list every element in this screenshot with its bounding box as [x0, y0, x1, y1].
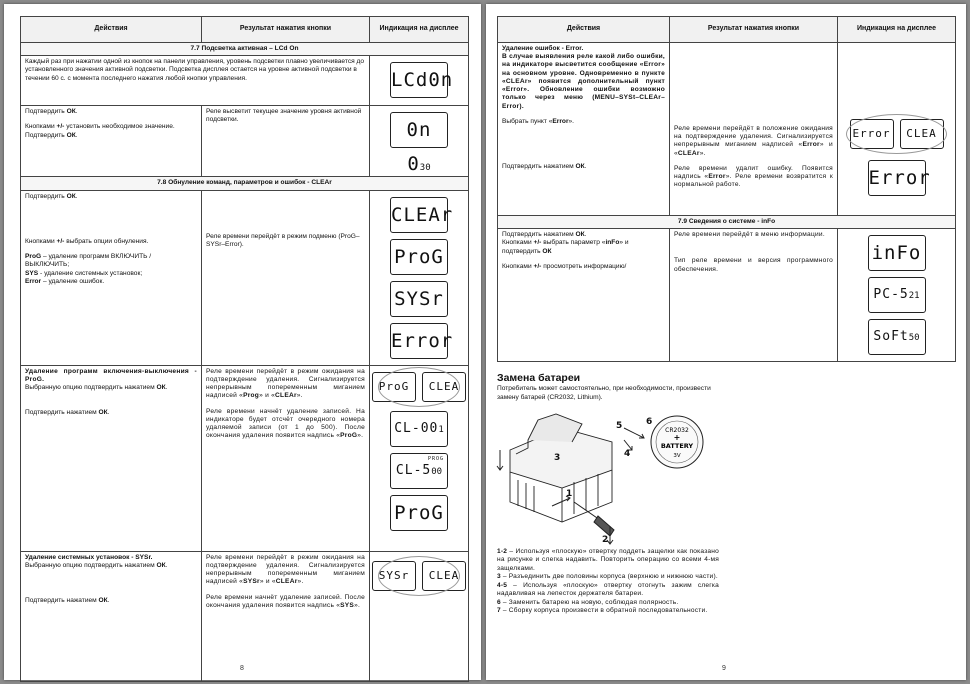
blinking-pair: [840, 119, 953, 149]
table-row: [21, 551, 469, 681]
display-cell: [838, 229, 956, 362]
lcd-display: inFo: [868, 235, 926, 271]
section-title: 7.8 Обнуление команд, параметров и ошибок - CLEAr: [21, 177, 469, 190]
lcd-display: Error: [868, 160, 926, 196]
row-action: Удаление ошибок - Error. В случае выявления реле какой либо ошибки, на индикаторе высветится сообщение «Error» на основном уровне. Одновременно в пункте «CLEAr» появится дополнительный пункт «Error». Обновление ошибки возможно только через меню (MENU–SYSt–CLEAr–Error). Выбрать пункт «Error». Подтвердить нажатием ОК.: [498, 43, 670, 216]
header-display: Индикация на дисплее: [838, 17, 956, 43]
battery-model-label: CR2032: [665, 427, 689, 434]
list-item: 3 – Разъединить две половины корпуса (верхнюю и нижнюю части).: [497, 573, 718, 581]
figure-label-3: 3: [554, 453, 561, 463]
table-row: [21, 365, 469, 551]
figure-label-6: 6: [646, 417, 653, 427]
table-row: [21, 106, 469, 177]
lcd-display: ProG: [372, 372, 416, 402]
lcd-display: Error: [390, 323, 448, 359]
lcd-display: CLEA: [422, 372, 466, 402]
battery-text-label: BATTERY: [660, 442, 694, 450]
row-result: Реле времени перейдёт в режим подменю (ProG–SYSr–Error).: [202, 190, 370, 365]
section-title: 7.9 Сведения о системе - inFo: [498, 216, 956, 229]
blinking-pair: [372, 372, 466, 402]
table-header: [21, 17, 469, 43]
table-row: [21, 190, 469, 365]
battery-replacement-figure: [492, 410, 742, 550]
page-8: [4, 4, 481, 680]
lcd-display: SYSr: [390, 281, 448, 317]
lcd-display: CL-500 PROG: [390, 453, 448, 489]
screwdriver-icon: [574, 502, 614, 536]
lcd-display: SYSr: [372, 561, 416, 591]
header-result: Результат нажатия кнопки: [670, 17, 838, 43]
list-item: 1-2 – Используя «плоскую» отвертку поддеть защелки как показано на рисунке и слегка надавить. Повторить операцию со всеми 4-мя защелками.: [497, 548, 719, 572]
header-display: Индикация на дисплее: [370, 17, 469, 43]
list-item: 7 – Сборку корпуса произвести в обратной последовательности.: [497, 607, 708, 615]
lcd-display: LCd0n: [390, 62, 448, 98]
header-result: Результат нажатия кнопки: [202, 17, 370, 43]
page-number: 9: [722, 665, 726, 672]
table-row: [21, 56, 469, 106]
lcd-display: ProG: [390, 495, 448, 531]
row-action: Удаление системных установок - SYSr. Выбранную опцию подтвердить нажатием ОК. Подтвердить нажатием ОК.: [21, 551, 202, 681]
list-item: 4-5 – Используя «плоскую» отвертку отогнуть зажим слегка надавливая на лепесток держателя батареи.: [497, 581, 719, 598]
row-result: Реле высветит текущее значение уровня активной подсветки.: [202, 106, 370, 177]
display-cell: [370, 190, 469, 365]
display-cell: [370, 56, 469, 106]
lcd-display: CLEA: [900, 119, 944, 149]
figure-label-2: 2: [602, 535, 609, 545]
figure-label-1: 1: [566, 489, 573, 499]
table-header: [498, 17, 956, 43]
header-actions: Действия: [498, 17, 670, 43]
battery-voltage-label: 3V: [673, 453, 681, 459]
lcd-display: Error: [850, 119, 894, 149]
display-cell: [370, 365, 469, 551]
relay-housing: [510, 414, 612, 522]
lcd-display: CLEA: [422, 561, 466, 591]
display-cell: [838, 43, 956, 216]
row-result: Реле времени перейдёт в режим ожидания на подтверждение удаления. Сигнализируется непрерывным попеременным миганием надписей «Prog» и «CLEAr». Реле времени начнёт удаление записей. На индикаторе будет отсчёт очередного номера удаляемой записи (от 1 до 500). После окончания удаления появится надпись «ProG».: [202, 365, 370, 551]
battery-intro: Потребитель может самостоятельно, при необходимости, произвести замену батарей (CR2032, Lithium).: [497, 385, 711, 401]
battery-plus-label: +: [673, 433, 681, 442]
display-cell: [370, 551, 469, 681]
table-row: [498, 229, 956, 362]
figure-label-5: 5: [616, 421, 623, 431]
lcd-display: SoFt50: [868, 319, 926, 355]
figure-label-4: 4: [624, 449, 631, 459]
prog-tag: PROG: [427, 455, 444, 462]
lcd-display: ProG: [390, 239, 448, 275]
page-number: 8: [240, 665, 244, 672]
lcd-display: CL-001: [390, 411, 448, 447]
table-row: [498, 43, 956, 216]
battery-steps: [497, 548, 719, 616]
instruction-table-right: [497, 16, 956, 362]
row-action: Удаление программ включения-выключения - ProG. Выбранную опцию подтвердить нажатием ОК. Подтвердить нажатием ОК.: [21, 365, 202, 551]
header-actions: Действия: [21, 17, 202, 43]
display-cell: [370, 106, 469, 177]
row-description: Каждый раз при нажатии одной из кнопок на панели управления, уровень подсветки плавно увеличивается до установленного значения активной подсветки. Подсветка дисплея остается на уровне активной подсветки в течении 60 с. с момента последнего нажатия любой кнопки управления.: [21, 56, 370, 106]
lcd-display: PC-521: [868, 277, 926, 313]
lcd-display: CLEAr: [390, 197, 448, 233]
list-item: 6 – Заменить батарею на новую, соблюдая полярность.: [497, 598, 679, 606]
instruction-table-left: [20, 16, 469, 682]
row-action: Подтвердить ОК. Кнопками +/- установить необходимое значение. Подтвердить ОК.: [21, 106, 202, 177]
row-result: Реле времени перейдёт в положение ожидания на подтверждение удаления. Сигнализируется непрерывным миганием надписей «Error» и «CLEAr». Реле времени удалит ошибку. Появится надпись «Error». Реле времени возвратится к нормальной работе.: [670, 43, 838, 216]
battery-icon: [651, 416, 703, 468]
section-7-7: [21, 43, 469, 56]
section-7-8: [21, 177, 469, 190]
row-result: Реле времени перейдёт в режим ожидания на подтверждение удаления. Сигнализируется непрерывным попеременным миганием надписей «SYSr» и «CLEAr». Реле времени начнёт удаление записей. После окончания удаления появится надпись «SYS».: [202, 551, 370, 681]
row-action: Подтвердить нажатием ОК. Кнопками +/- выбрать параметр «inFo» и подтвердить ОК Кнопками +/- просмотреть информацию/: [498, 229, 670, 362]
section-title: 7.7 Подсветка активная – LCd On: [21, 43, 469, 56]
row-action: Подтвердить ОК. Кнопками +/- выбрать опции обнуления. ProG – удаление программ ВКЛЮЧИТЬ / ВЫКЛЮЧИТЬ; SYS - удаление системных установок; Error – удаление ошибок.: [21, 190, 202, 365]
lcd-display: 0n 030: [390, 112, 448, 148]
page-9: [486, 4, 966, 680]
row-result: Реле времени перейдёт в меню информации. Тип реле времени и версия программного обеспечения.: [670, 229, 838, 362]
section-7-9: [498, 216, 956, 229]
blinking-pair: [372, 561, 466, 591]
battery-section-title: Замена батареи: [497, 372, 581, 384]
